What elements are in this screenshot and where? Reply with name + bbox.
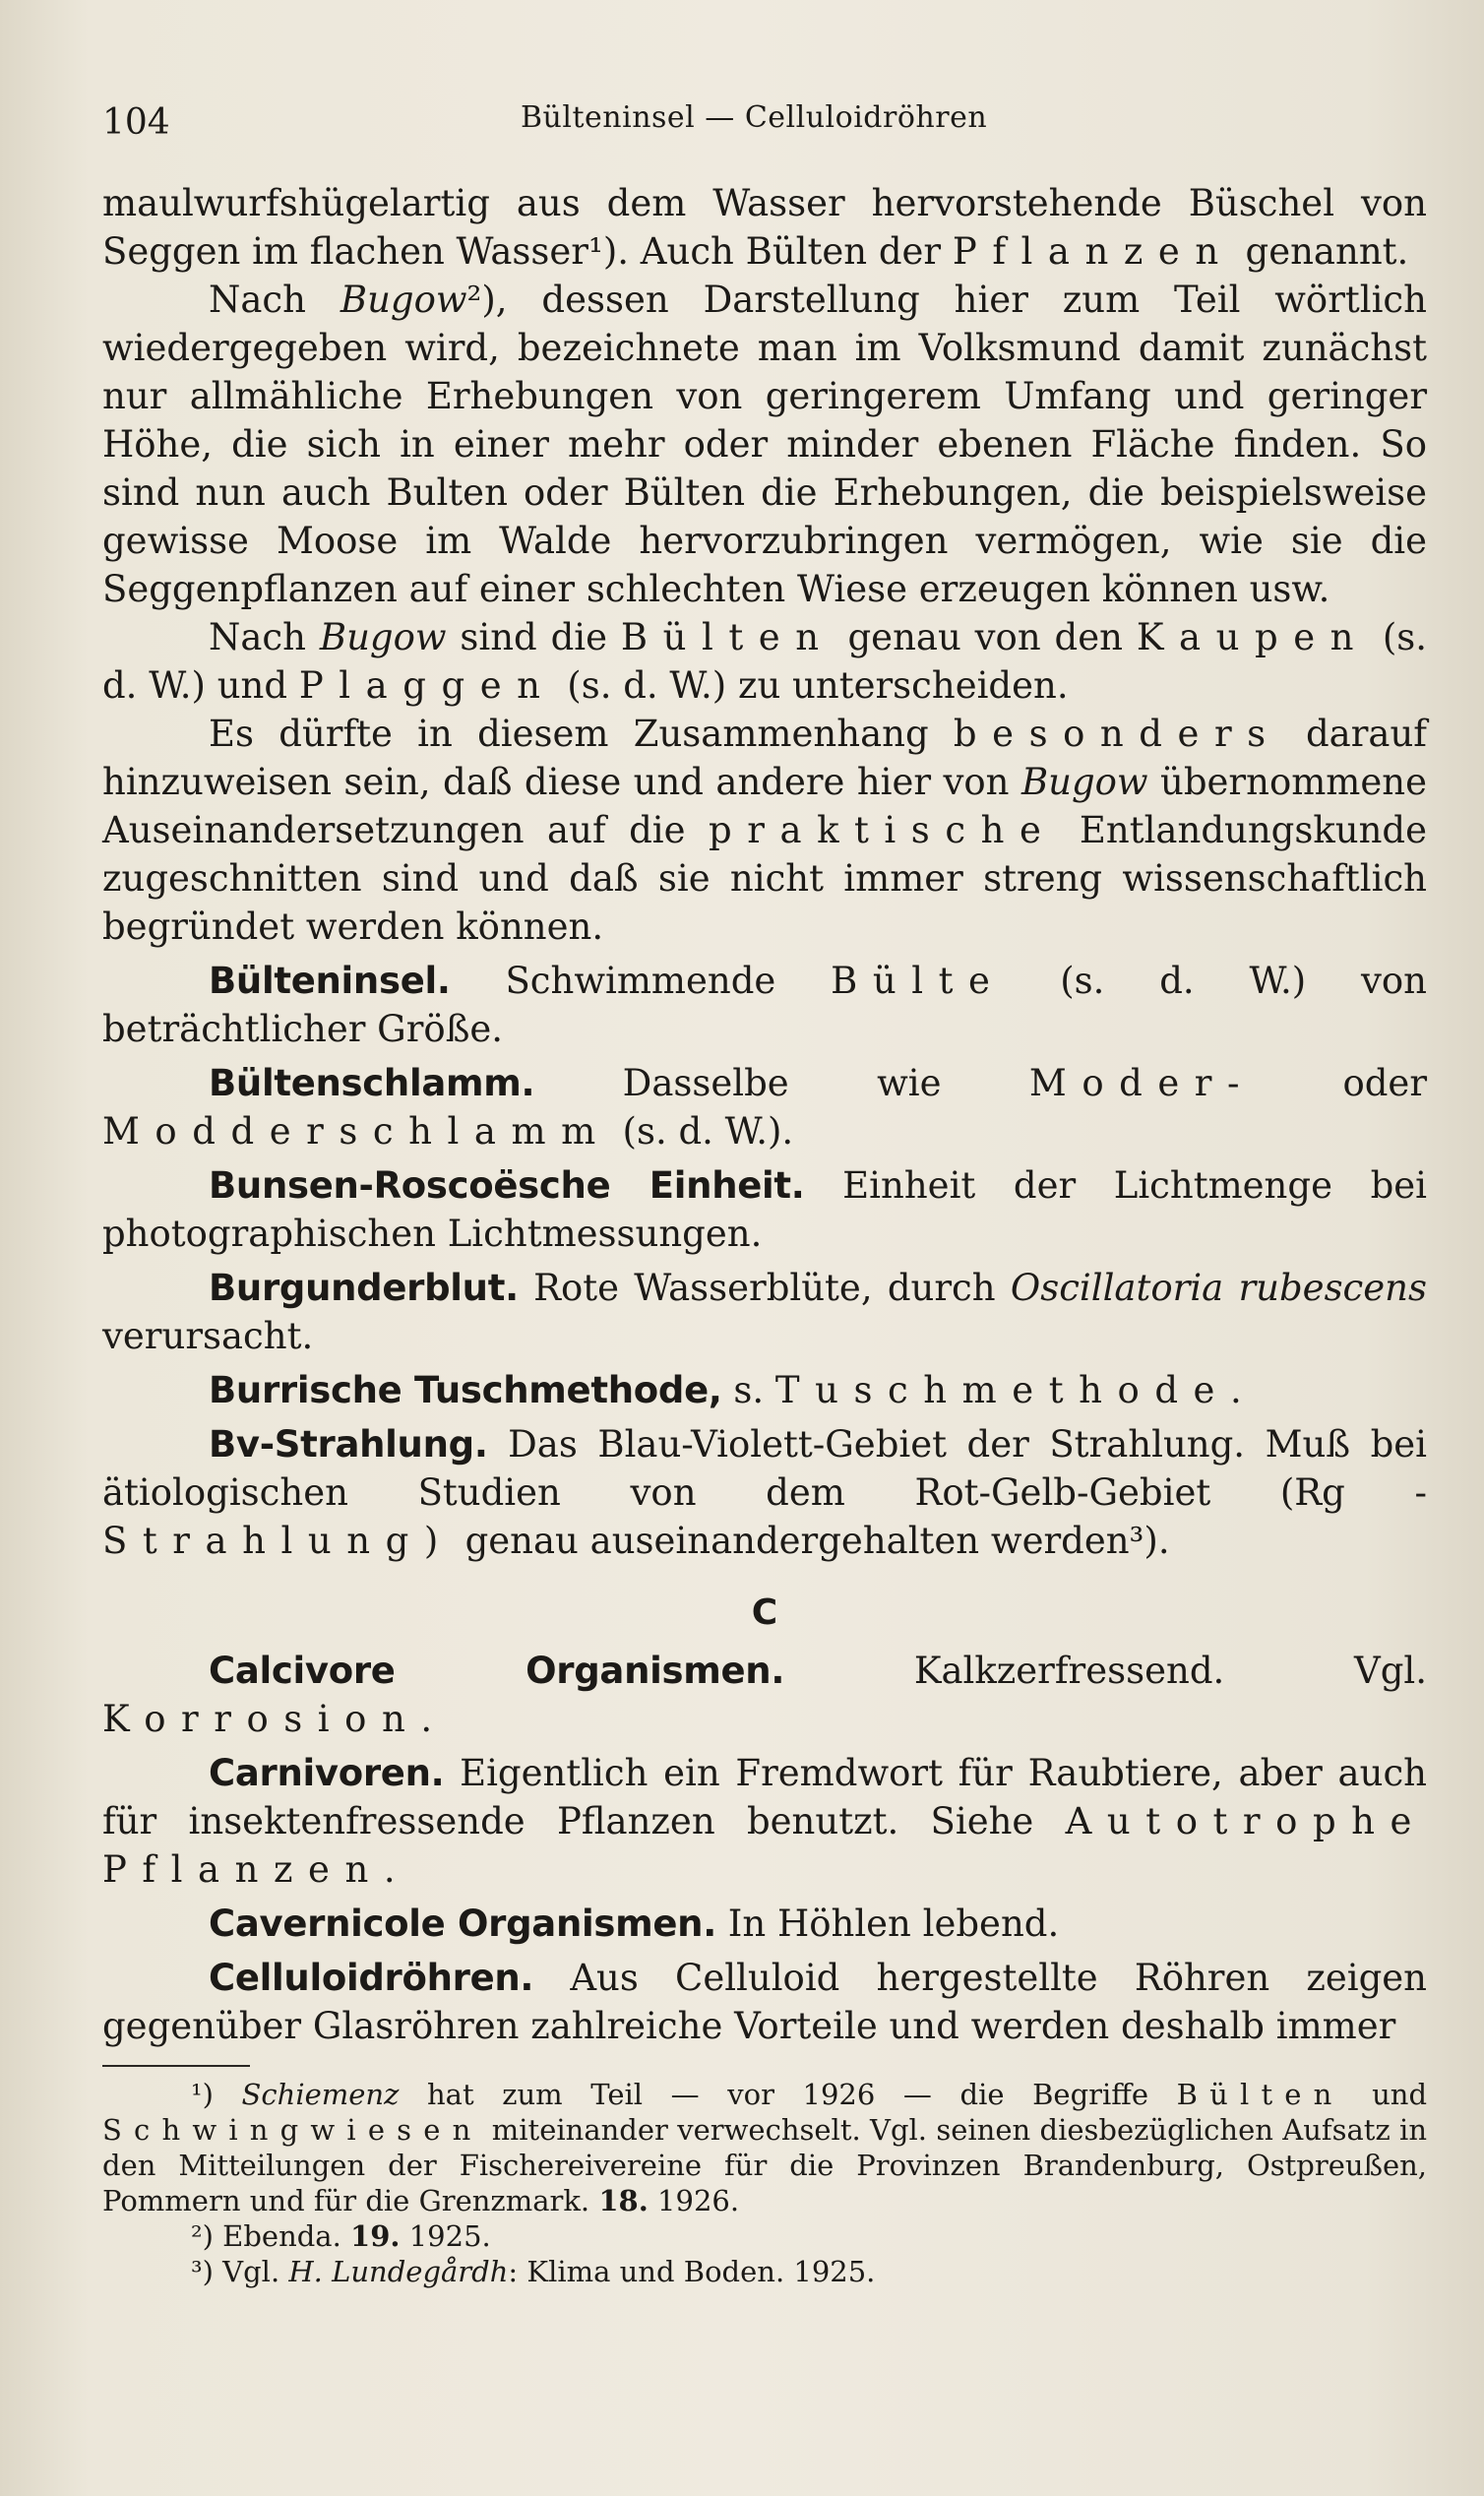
headword: Cavernicole Organismen. (209, 1903, 716, 1945)
entry-bv-strahlung: Bv-Strahlung. Das Blau-Violett-Gebiet der Strahlung. Muß bei ätiologischen Studien von dem Rot-Gelb-Gebiet (Rg - Strahlung) genau auseinandergehalten werden³). (102, 1423, 1427, 1562)
page-header (102, 94, 1421, 154)
entry-burrische-tuschmethode: Burrische Tuschmethode, s. Tuschmethode. (209, 1369, 1258, 1411)
headword: Bunsen-Roscoësche Einheit. (209, 1164, 805, 1207)
paragraph-1: maulwurfshügelartig aus dem Wasser hervorstehende Büschel von Seggen im flachen Wasser¹). Auch Bülten der Pflanzen genannt. (102, 182, 1427, 273)
entry-buelteninsel: Bülteninsel. Schwimmende Bülte (s. d. W.) von beträchtlicher Größe. (102, 960, 1428, 1050)
headword: Carnivoren. (209, 1752, 445, 1794)
footnote-rule (102, 2065, 250, 2067)
entry-bunsen-roscoe: Bunsen-Roscoësche Einheit. Einheit der Lichtmenge bei photographischen Lichtmessungen. (102, 1164, 1427, 1255)
footnote-1: ¹) Schiemenz hat zum Teil — vor 1926 — die Begriffe Bülten und Schwingwiesen miteinander verwechselt. Vgl. seinen diesbezüglichen Aufsatz in den Mitteilungen der Fischereivereine für die Provinzen Brandenburg, Ostpreußen, Pommern und für die Grenzmark. 18. 1926. (102, 2078, 1428, 2217)
entry-carnivoren: Carnivoren. Eigentlich ein Fremdwort für Raubtiere, aber auch für insektenfressende Pflanzen benutzt. Siehe Autotrophe Pflanzen. (102, 1752, 1427, 1891)
headword: Burrische Tuschmethode, (209, 1369, 722, 1411)
headword: Bv-Strahlung. (209, 1423, 488, 1466)
entry-bueltenschlamm: Bültenschlamm. Dasselbe wie Moder- oder Modderschlamm (s. d. W.). (102, 1062, 1428, 1153)
paragraph-3: Nach Bugow sind die Bülten genau von den Kaupen (s. d. W.) und Plaggen (s. d. W.) zu unterscheiden. (102, 616, 1428, 707)
section-letter: C (751, 1592, 778, 1633)
running-title: Bülteninsel — Celluloidröhren (521, 100, 988, 135)
headword: Bülteninsel. (209, 960, 451, 1002)
main-text (102, 179, 1427, 2050)
headword: Bültenschlamm. (209, 1062, 535, 1104)
entry-celluloidroehren: Celluloidröhren. Aus Celluloid hergestellte Röhren zeigen gegenüber Glasröhren zahlreiche Vorteile und werden deshalb immer (102, 1957, 1427, 2047)
headword: Calcivore Organismen. (209, 1650, 785, 1692)
footnote-3: ³) Vgl. H. Lundegårdh: Klima und Boden. 1925. (191, 2255, 876, 2288)
footnotes (102, 2077, 1427, 2289)
headword: Burgunderblut. (209, 1267, 519, 1309)
entry-calcivore: Calcivore Organismen. Kalkzerfressend. Vgl. Korrosion. (102, 1650, 1428, 1740)
page-number: 104 (102, 102, 170, 143)
entry-burgunderblut: Burgunderblut. Rote Wasserblüte, durch Oscillatoria rubescens verursacht. (102, 1267, 1427, 1357)
headword: Celluloidröhren. (209, 1957, 534, 1999)
entry-cavernicole: Cavernicole Organismen. In Höhlen lebend. (209, 1903, 1060, 1945)
paragraph-2: Nach Bugow²), dessen Darstellung hier zum Teil wörtlich wiedergegeben wird, bezeichnete man im Volksmund damit zunächst nur allmähliche Erhebungen von geringerem Umfang und geringer Höhe, die sich in einer mehr oder minder ebenen Fläche finden. So sind nun auch Bulten oder Bülten die Erhebungen, die beispielsweise gewisse Moose im Walde hervorzubringen vermögen, wie sie die Seggenpflanzen auf einer schlechten Wiese erzeugen können usw. (102, 279, 1427, 610)
footnote-2: ²) Ebenda. 19. 1925. (191, 2219, 491, 2253)
paragraph-4: Es dürfte in diesem Zusammenhang besonders darauf hinzuweisen sein, daß diese und andere hier von Bugow übernommene Auseinandersetzungen auf die praktische Entlandungskunde zugeschnitten sind und daß sie nicht immer streng wissenschaftlich begründet werden können. (102, 713, 1428, 948)
